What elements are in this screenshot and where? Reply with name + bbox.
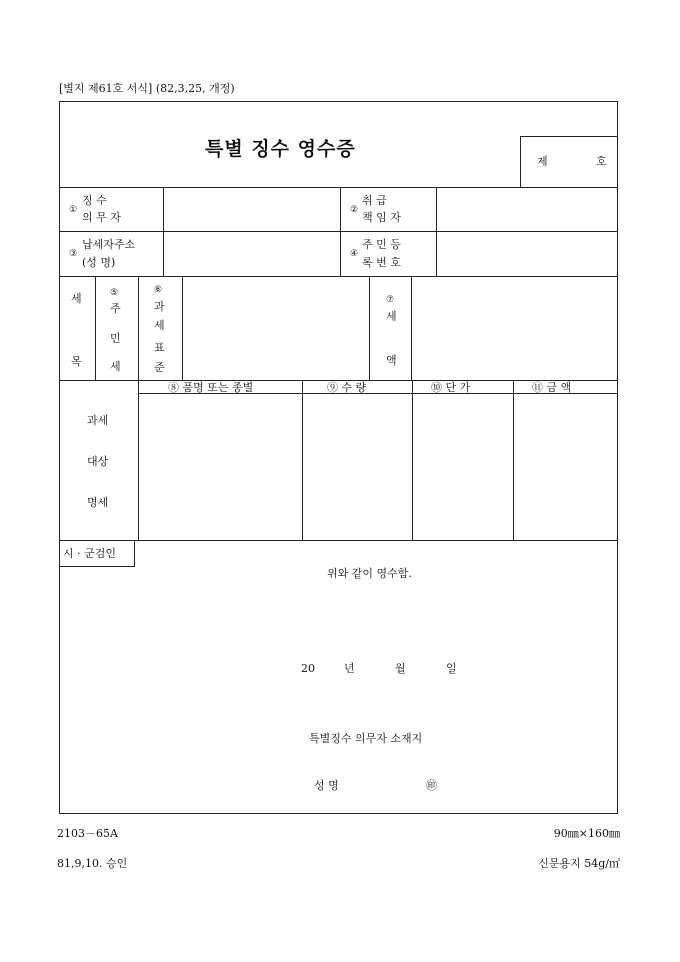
tax-col4-a: 세 (386, 310, 397, 323)
r1-right-line1: 취 급 (362, 194, 387, 207)
r1-left-line2: 의 무 자 (82, 211, 121, 224)
form-reference: [별지 제61호 서식] (82,3,25, 개정) (59, 82, 235, 95)
tax-col2-num: ⑤ (110, 288, 119, 298)
items-bottom-line (59, 540, 618, 541)
number-box-top (520, 136, 618, 137)
seal-icon: ㊞ (426, 779, 437, 792)
date-day-label: 일 (446, 662, 457, 675)
row-vline-a (163, 187, 164, 276)
tax-vline-2 (138, 276, 139, 380)
tax-col2-a: 주 (110, 302, 121, 315)
items-side-label-3: 명세 (87, 496, 109, 509)
r2-right-line2: 록 번 호 (362, 256, 401, 269)
r2-left-num: ③ (69, 249, 78, 259)
form-title: 특별 징수 영수증 (205, 138, 356, 160)
r1-left-num: ① (69, 205, 78, 215)
tax-col3-b: 세 (154, 319, 165, 332)
tax-col1-b: 목 (71, 355, 82, 368)
r2-right-line1: 주 민 등 (362, 238, 401, 251)
items-header-qty: ⑨ 수 량 (327, 381, 367, 394)
tax-col2-c: 세 (110, 360, 121, 373)
tax-vline-4 (369, 276, 370, 380)
form-code: 2103－65A (57, 827, 118, 840)
items-vline-1 (138, 380, 139, 540)
r2-right-num: ④ (350, 249, 359, 259)
number-label-b: 호 (596, 155, 607, 168)
tax-vline-5 (411, 276, 412, 380)
tax-vline-1 (95, 276, 96, 380)
tax-col4-b: 액 (386, 354, 397, 367)
r1-left-line1: 징 수 (82, 194, 107, 207)
receipt-text: 위와 같이 영수함. (327, 567, 412, 580)
receipt-frame (59, 101, 618, 814)
r2-left-line2: (성 명) (82, 256, 116, 269)
row-line-3 (59, 276, 618, 277)
items-vline-3 (412, 380, 413, 540)
items-header-amount: ⑪ 금 액 (532, 381, 572, 394)
approval-date: 81,9,10. 승인 (57, 857, 128, 870)
r2-left-line1: 납세자주소 (82, 238, 136, 251)
paper-size: 90㎜×160㎜ (553, 827, 620, 840)
row-vline-c (436, 187, 437, 276)
tax-col3-c: 표 (154, 341, 165, 354)
date-year-label: 년 (344, 662, 355, 675)
r1-right-num: ② (350, 205, 359, 215)
items-vline-4 (513, 380, 514, 540)
paper-type: 신문용지 54g/㎡ (538, 857, 620, 870)
tax-col3-d: 준 (154, 361, 165, 374)
tax-col2-b: 민 (110, 332, 121, 345)
items-header-price: ⑩ 단 가 (431, 381, 471, 394)
items-side-label-1: 과세 (87, 414, 109, 427)
date-year: 20 (301, 662, 315, 675)
stamp-label: 시 · 군검인 (63, 547, 116, 560)
address-label: 특별징수 의무자 소재지 (309, 732, 423, 745)
r1-right-line2: 책 임 자 (362, 211, 401, 224)
items-vline-2 (302, 380, 303, 540)
stamp-box-right (134, 540, 135, 566)
row-vline-b (340, 187, 341, 276)
tax-col4-num: ⑦ (386, 295, 395, 305)
number-label-a: 제 (537, 155, 548, 168)
row-line-2 (59, 231, 618, 232)
tax-col1-a: 세 (71, 292, 82, 305)
stamp-box-bottom (59, 566, 135, 567)
tax-vline-3 (182, 276, 183, 380)
date-month-label: 월 (395, 662, 406, 675)
tax-col3-num: ⑥ (154, 285, 163, 295)
items-header-name: ⑧ 품명 또는 종별 (168, 381, 254, 394)
name-label: 성 명 (314, 779, 339, 792)
number-box-left (520, 136, 521, 187)
tax-col3-a: 과 (154, 300, 165, 313)
row-line-1 (59, 187, 618, 188)
items-side-label-2: 대상 (87, 455, 109, 468)
